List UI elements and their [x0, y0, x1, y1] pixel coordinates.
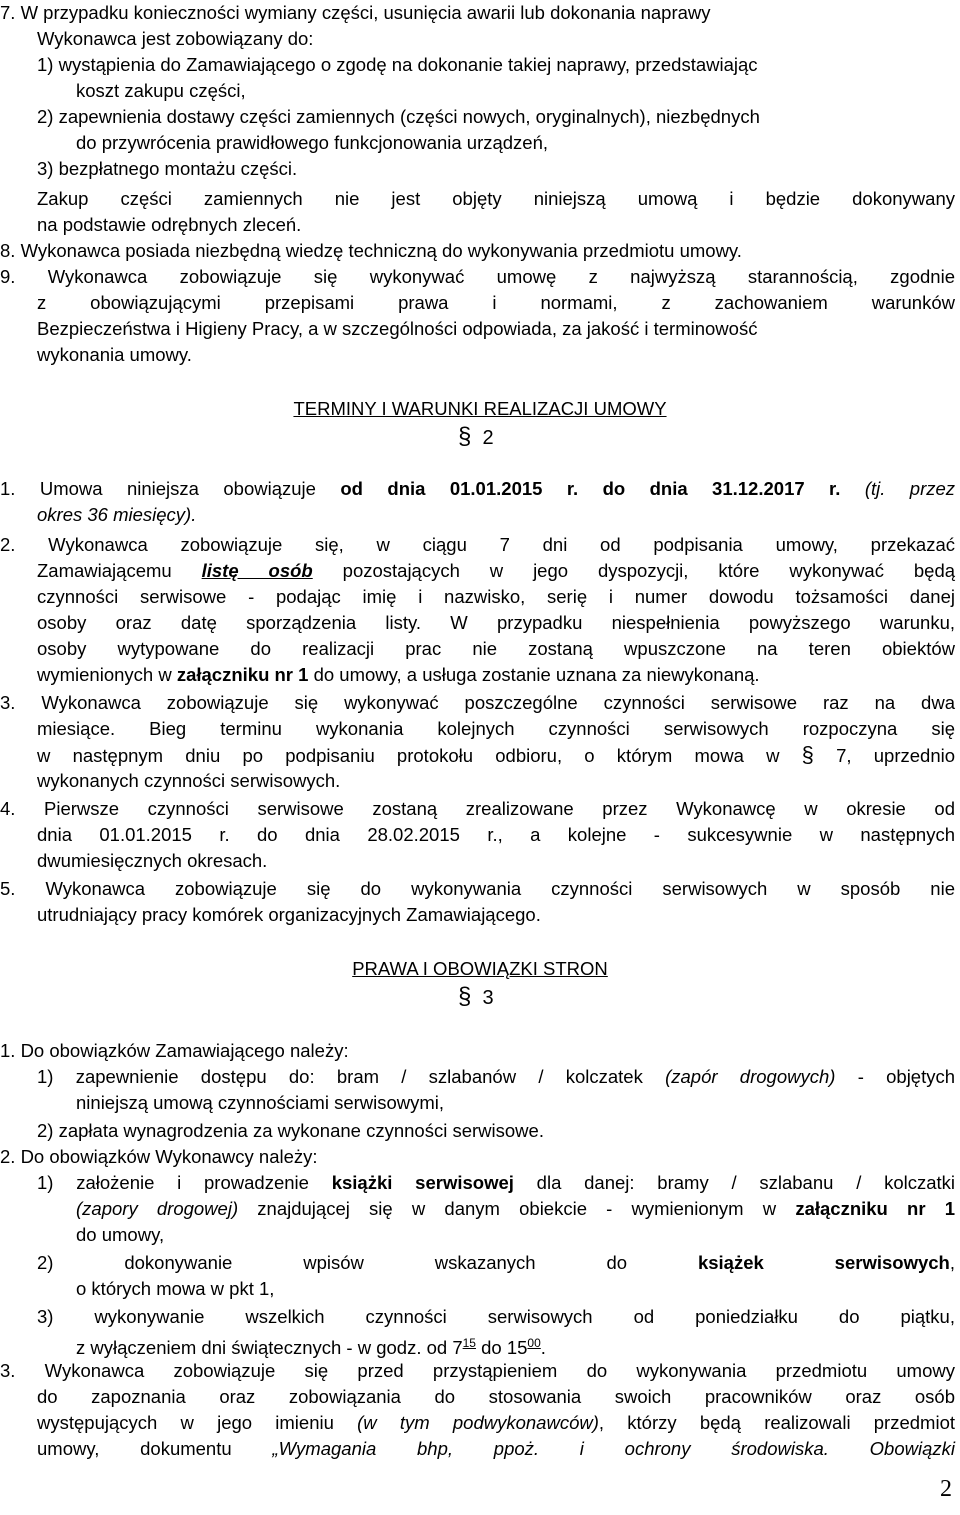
text-span: .: [540, 1337, 546, 1358]
text-span: w następnym dniu po podpisaniu protokołu odbioru, o którym mowa w: [37, 745, 780, 766]
page-number: 2: [940, 1476, 952, 1502]
section-heading: [0, 956, 960, 982]
section-number: [458, 984, 494, 1011]
text-span: Zamawiającemu: [37, 560, 172, 581]
text-span: do umowy, a usługa zostanie uznana za niewykonaną.: [313, 664, 760, 685]
text-line: czynności serwisowe - podając imię i nazwisko, serię i numer dowodu tożsamości danej: [37, 586, 955, 607]
paragraph-sign: §: [458, 983, 472, 1010]
text-span: 2) dokonywanie wpisów wskazanych do: [37, 1252, 628, 1273]
text-span: dla danej: bramy / szlabanu / kolczatki: [536, 1172, 956, 1193]
text-italic: (zapór drogowych): [665, 1066, 836, 1087]
text-line: 1) wystąpienia do Zamawiającego o zgodę na dokonanie takiej naprawy, przedstawiając: [37, 54, 758, 75]
text-line: osoby wytypowane do realizacji prac nie zostaną wpuszczone na teren obiektów: [37, 638, 955, 659]
text-line: 4. Pierwsze czynności serwisowe zostaną zrealizowane przez Wykonawcę w okresie od: [0, 798, 955, 819]
text-line: [76, 1330, 546, 1361]
text-line: koszt zakupu części,: [76, 80, 246, 101]
superscript: 00: [527, 1336, 541, 1350]
text-line: miesiące. Bieg terminu wykonania kolejnych czynności serwisowych rozpoczyna się: [37, 718, 955, 739]
text-line: 3) wykonywanie wszelkich czynności serwisowych od poniedziałku do piątku,: [37, 1306, 955, 1327]
text-italic: (tj. przez: [864, 478, 956, 499]
section-number: [458, 424, 494, 451]
text-italic: okres 36 miesięcy).: [37, 504, 197, 525]
text-line: 2. Wykonawca zobowiązuje się, w ciągu 7 dni od podpisania umowy, przekazać: [0, 534, 955, 555]
text-italic: (w tym podwykonawców): [357, 1412, 599, 1433]
paragraph-sign: §: [458, 423, 472, 450]
text-line: z obowiązującymi przepisami prawa i normami, z zachowaniem warunków: [37, 292, 955, 313]
section-number-value: 3: [482, 987, 494, 1009]
text-line: 3. Wykonawca zobowiązuje się wykonywać poszczególne czynności serwisowe raz na dwa: [0, 692, 955, 713]
text-span: występujących w jego imieniu: [37, 1412, 334, 1433]
text-line: do przywrócenia prawidłowego funkcjonowania urządzeń,: [76, 132, 549, 153]
text-bold: od dnia 01.01.2015 r. do dnia 31.12.2017 r.: [340, 478, 841, 499]
text-line: na podstawie odrębnych zleceń.: [37, 214, 302, 235]
text-line: [37, 502, 196, 528]
section-number-value: 2: [482, 427, 494, 449]
text-line: utrudniający pracy komórek organizacyjnych Zamawiającego.: [37, 904, 541, 925]
text-span: znajdującej się w danym obiekcie - wymienionym w: [257, 1198, 777, 1219]
text-span: 1) założenie i prowadzenie: [37, 1172, 309, 1193]
text-line: [37, 558, 955, 584]
paragraph-sign: §: [801, 742, 814, 767]
text-line: Zakup części zamiennych nie jest objęty niniejszą umową i będzie dokonywany: [37, 188, 955, 209]
text-line: [76, 1196, 955, 1222]
text-line: [37, 1436, 955, 1462]
text-line: wykonanych czynności serwisowych.: [37, 770, 341, 791]
text-line: [37, 662, 760, 688]
text-line: Wykonawca jest zobowiązany do:: [37, 28, 314, 49]
text-span: 1) zapewnienie dostępu do: bram / szlabanów / kolczatek: [37, 1066, 643, 1087]
text-line: do umowy,: [76, 1224, 165, 1245]
text-line: 7. W przypadku konieczności wymiany części, usunięcia awarii lub dokonania naprawy: [0, 2, 711, 23]
section-heading: [0, 396, 960, 422]
text-line: niniejszą umową czynnościami serwisowymi,: [76, 1092, 445, 1113]
text-bold: książek serwisowych: [697, 1252, 950, 1273]
text-span: do 15: [481, 1337, 528, 1358]
text-line: [37, 1170, 955, 1196]
text-line: 8. Wykonawca posiada niezbędną wiedzę techniczną do wykonywania przedmiotu umowy.: [0, 240, 742, 261]
text-bold: załączniku nr 1: [176, 664, 309, 685]
text-line: osoby oraz datę sporządzenia listy. W przypadku niespełnienia powyższego warunku,: [37, 612, 955, 633]
text-span: umowy, dokumentu: [37, 1438, 232, 1459]
text-line: do zapoznania oraz zobowiązania do stosowania swoich pracowników oraz osób: [37, 1386, 955, 1407]
text-line: wykonania umowy.: [37, 344, 192, 365]
text-span: - objętych: [857, 1066, 956, 1087]
text-span: z wyłączeniem dni świątecznych - w godz. od 7: [76, 1337, 463, 1358]
text-bold: książki serwisowej: [331, 1172, 514, 1193]
text-line: 3. Wykonawca zobowiązuje się przed przystąpieniem do wykonywania przedmiotu umowy: [0, 1360, 955, 1381]
text-bold-italic: listę osób: [201, 560, 313, 581]
text-italic: „Wymagania bhp, ppoż. i ochrony środowiska. Obowiązki: [272, 1438, 955, 1459]
text-line: 3) bezpłatnego montażu części.: [37, 158, 298, 179]
text-line: [37, 1410, 955, 1436]
text-line: [37, 1064, 955, 1090]
text-line: dnia 01.01.2015 r. do dnia 28.02.2015 r., a kolejne - sukcesywnie w następnych: [37, 824, 955, 845]
text-line: dwumiesięcznych okresach.: [37, 850, 268, 871]
text-span: 1. Umowa niniejsza obowiązuje: [0, 478, 316, 499]
text-span: , którzy będą realizowali przedmiot: [598, 1412, 955, 1433]
text-span: 7, uprzednio: [836, 745, 956, 766]
text-bold: załączniku nr 1: [795, 1198, 955, 1219]
text-line: 2. Do obowiązków Wykonawcy należy:: [0, 1146, 318, 1167]
text-span: wymienionych w: [37, 664, 172, 685]
text-line: 1. Do obowiązków Zamawiającego należy:: [0, 1040, 349, 1061]
section-title: TERMINY I WARUNKI REALIZACJI UMOWY: [293, 398, 667, 419]
text-line: 5. Wykonawca zobowiązuje się do wykonywania czynności serwisowych w sposób nie: [0, 878, 955, 899]
text-line: [0, 476, 955, 502]
text-line: [37, 742, 955, 769]
section-title: PRAWA I OBOWIĄZKI STRON: [352, 958, 608, 979]
text-line: 9. Wykonawca zobowiązuje się wykonywać umowę z najwyższą starannością, zgodnie: [0, 266, 955, 287]
text-line: 2) dokonywanie wpisów wskazanych do książek serwisowych,: [37, 1252, 955, 1273]
text-line: 2) zapłata wynagrodzenia za wykonane czynności serwisowe.: [37, 1120, 544, 1141]
text-line: 2) zapewnienia dostawy części zamiennych (części nowych, oryginalnych), niezbędnych: [37, 106, 760, 127]
superscript: 15: [462, 1336, 476, 1350]
text-line: o których mowa w pkt 1,: [76, 1278, 275, 1299]
text-span: pozostających w jego dyspozycji, które wykonywać będą: [342, 560, 956, 581]
text-line: Bezpieczeństwa i Higieny Pracy, a w szczególności odpowiada, za jakość i terminowość: [37, 318, 758, 339]
text-italic: (zapory drogowej): [76, 1198, 239, 1219]
